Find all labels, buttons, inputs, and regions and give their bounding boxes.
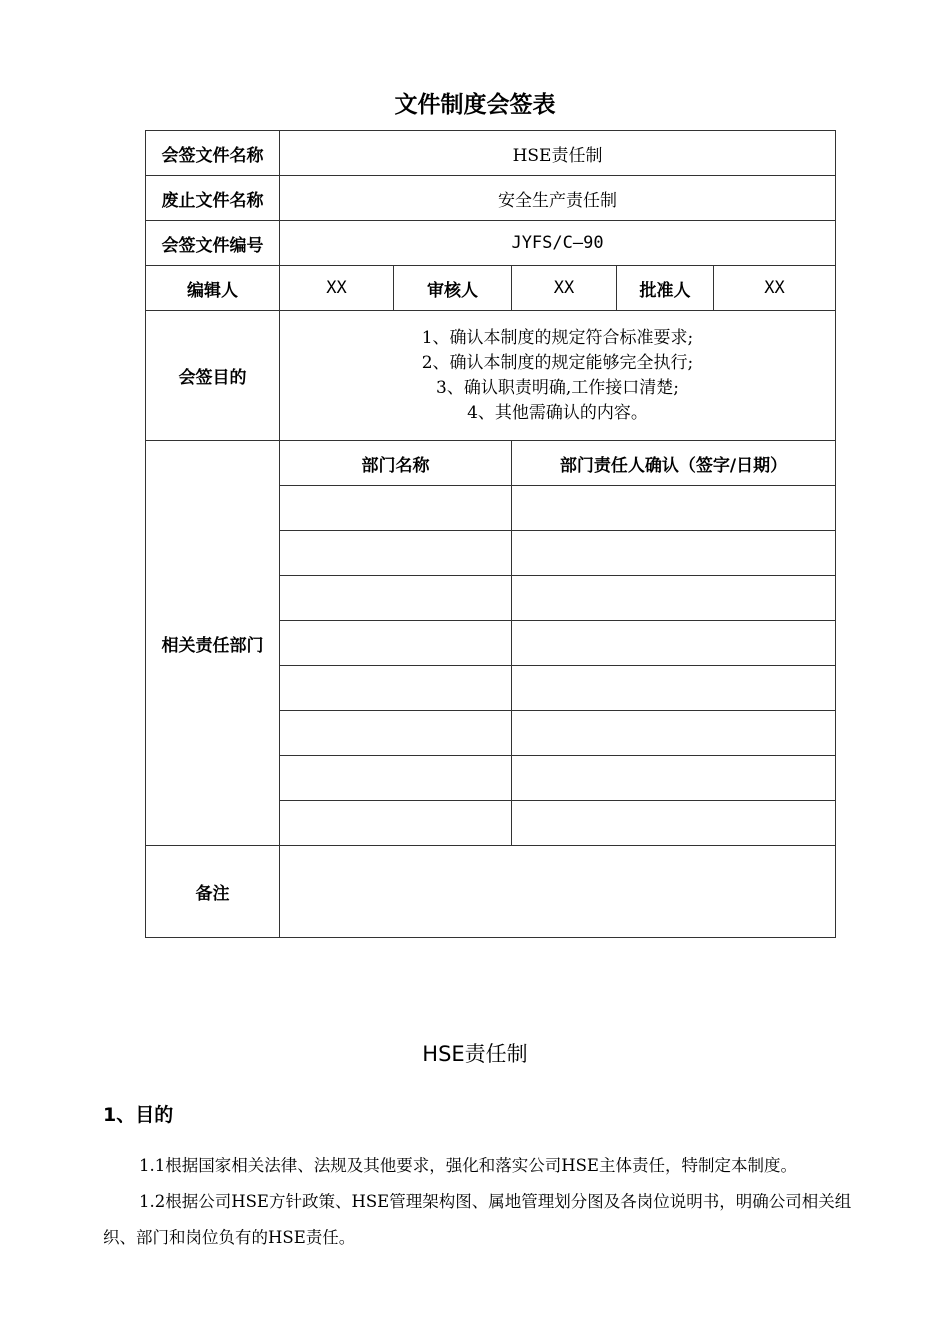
page-title: 文件制度会签表 (394, 92, 556, 118)
abolish-doc-label: 废止文件名称 (146, 176, 280, 221)
approver-value: XX (714, 266, 836, 311)
table-row (146, 846, 836, 938)
dept-confirm-cell (512, 801, 836, 846)
section-title: HSE责任制 (422, 1042, 528, 1066)
purpose-item: 3、确认职责明确,工作接口清楚; (436, 377, 679, 398)
dept-confirm-header: 部门责任人确认（签字/日期） (512, 441, 836, 486)
table-row (146, 266, 836, 311)
dept-confirm-cell (512, 486, 836, 531)
table-row (146, 311, 836, 441)
dept-name-cell (280, 711, 512, 756)
table-row (146, 221, 836, 266)
doc-name-value: HSE责任制 (280, 131, 836, 176)
dept-name-header: 部门名称 (280, 441, 512, 486)
dept-name-cell (280, 531, 512, 576)
approver-label: 批准人 (617, 266, 714, 311)
paragraph: 1.2根据公司HSE方针政策、HSE管理架构图、属地管理划分图及各岗位说明书，明确公司相关组织、部门和岗位负有的HSE责任。 (103, 1192, 852, 1247)
departments-label: 相关责任部门 (146, 441, 280, 846)
dept-name-cell (280, 486, 512, 531)
dept-confirm-cell (512, 531, 836, 576)
editor-value: XX (280, 266, 394, 311)
dept-name-cell (280, 576, 512, 621)
remarks-label: 备注 (146, 846, 280, 938)
dept-confirm-cell (512, 711, 836, 756)
dept-confirm-cell (512, 756, 836, 801)
dept-confirm-cell (512, 576, 836, 621)
table-row (146, 441, 836, 486)
dept-name-cell (280, 666, 512, 711)
editor-label: 编辑人 (146, 266, 280, 311)
dept-confirm-cell (512, 666, 836, 711)
doc-number-value: JYFS/C—90 (280, 221, 836, 266)
paragraph: 1.1根据国家相关法律、法规及其他要求，强化和落实公司HSE主体责任，特制定本制度。 (139, 1156, 797, 1175)
reviewer-value: XX (512, 266, 617, 311)
purpose-list (280, 311, 836, 441)
dept-name-cell (280, 756, 512, 801)
heading-purpose: 1、目的 (103, 1104, 174, 1126)
remarks-value (280, 846, 836, 938)
sign-off-table (145, 130, 836, 938)
purpose-item: 4、其他需确认的内容。 (467, 402, 648, 423)
dept-name-cell (280, 621, 512, 666)
dept-confirm-cell (512, 621, 836, 666)
doc-number-label: 会签文件编号 (146, 221, 280, 266)
purpose-item: 1、确认本制度的规定符合标准要求; (421, 327, 694, 348)
reviewer-label: 审核人 (394, 266, 512, 311)
table-row (146, 131, 836, 176)
purpose-label: 会签目的 (146, 311, 280, 441)
table-row (146, 176, 836, 221)
purpose-item: 2、确认本制度的规定能够完全执行; (421, 352, 694, 373)
abolish-doc-value: 安全生产责任制 (280, 176, 836, 221)
doc-name-label: 会签文件名称 (146, 131, 280, 176)
dept-name-cell (280, 801, 512, 846)
